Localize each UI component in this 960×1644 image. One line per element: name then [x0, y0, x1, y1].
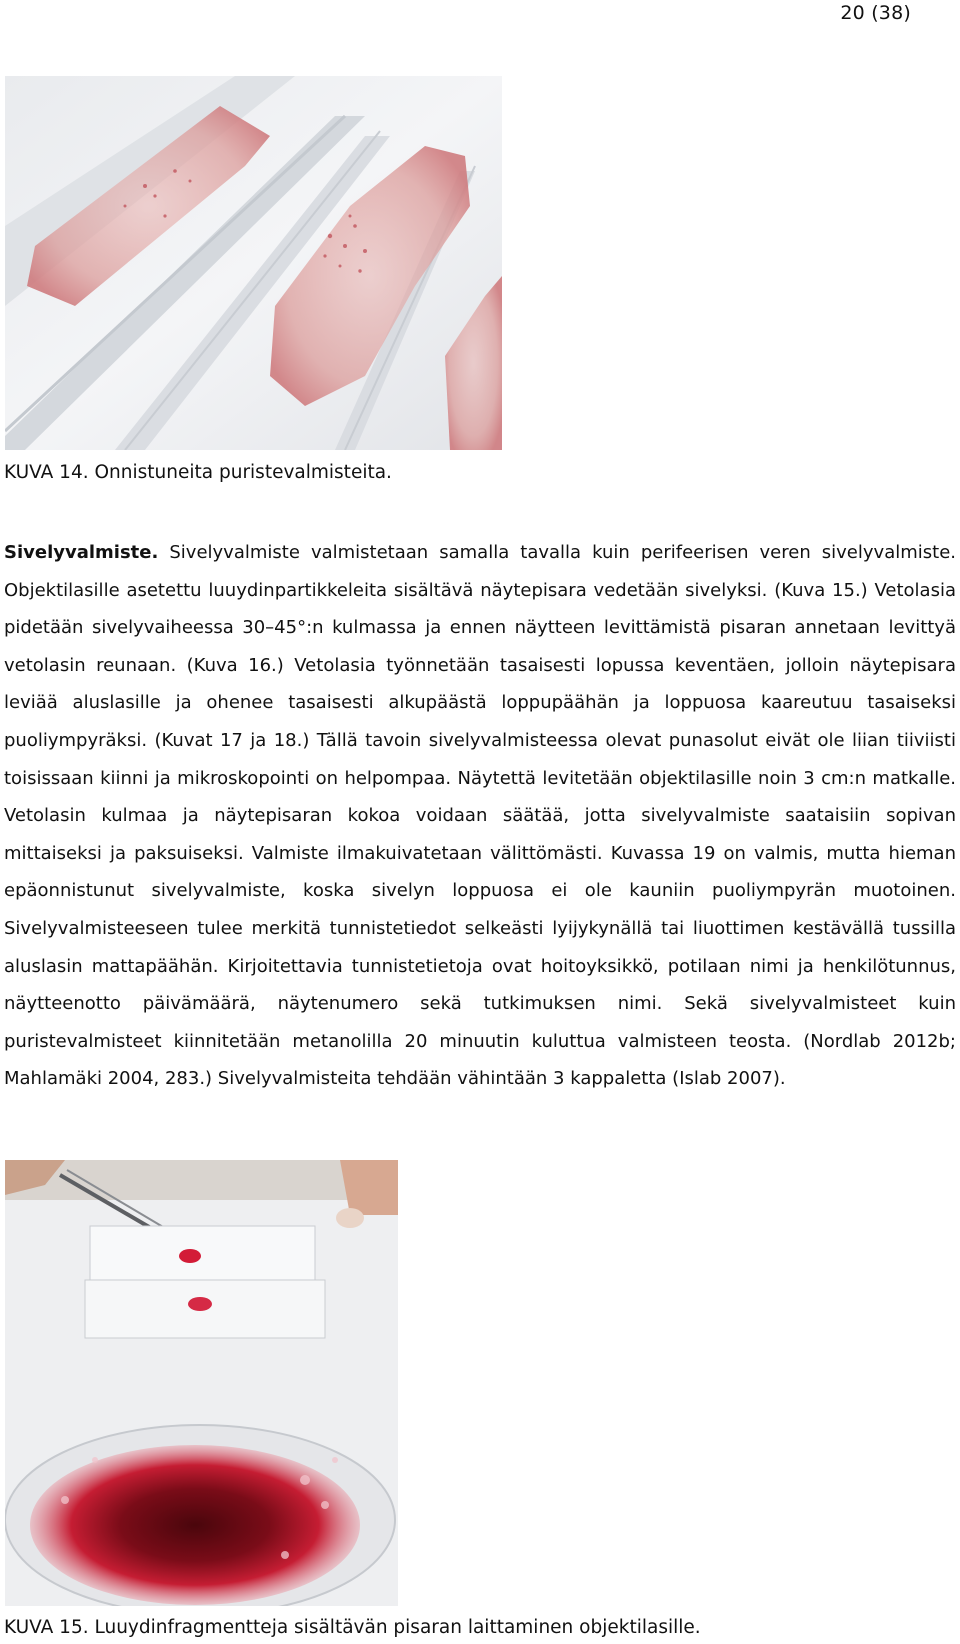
- paragraph-text: Sivelyvalmiste valmistetaan samalla tavalla kuin perifeerisen veren sivelyvalmiste. Objektilasille asetettu luuydinpartikkeleita sisältävä näytepisara vedetään sivelyksi. (Kuva 15.) Vetolasia pidetään sivelyvaiheessa 30–45°:n kulmassa ja ennen näytteen levittämistä pisaran annetaan levittyä vetolasin reunaan. (Kuva 16.) Vetolasia työnnetään tasaisesti lopussa keventäen, jolloin näytepisara leviää aluslasille ja ohenee tasaisesti alkupäästä loppupäähän ja loppuosa kaareutuu tasaiseksi puoliympyräksi. (Kuvat 17 ja 18.) Tällä tavoin sivelyvalmisteessa olevat punasolut eivät ole liian tiiviisti toisissaan kiinni ja mikroskopointi on helpompaa. Näytettä levitetään objektilasille noin 3 cm:n matkalle. Vetolasin kulmaa ja näytepisaran kokoa voidaan säätää, jotta sivelyvalmiste saataisiin sopivan mittaiseksi ja paksuiseksi. Valmiste ilmakuivatetaan välittömästi. Kuvassa 19 on valmis, mutta hieman epäonnistunut sivelyvalmiste, koska sivelyn loppuosa ei ole kauniin puoliympyrän muotoinen. Sivelyvalmisteeseen tulee merkitä tunnistetiedot selkeästi lyijykynällä tai liuottimen kestävällä tussilla aluslasin mattapäähän. Kirjoitettavia tunnistetietoja ovat hoitoyksikkö, potilaan nimi ja henkilötunnus, näytteenotto päivämäärä, näytenumero sekä tutkimuksen nimi. Sekä sivelyvalmisteet kuin puristevalmisteet kiinnitetään metanolilla 20 minuutin kuluttua valmisteen teosta. (Nordlab 2012b; Mahlamäki 2004, 283.) Sivelyvalmisteita tehdään vähintään 3 kappaletta (Islab 2007).: [4, 542, 956, 1090]
- section-heading: Sivelyvalmiste.: [4, 542, 159, 563]
- marrow-drop-photo: [5, 1160, 398, 1606]
- figure-14-caption: KUVA 14. Onnistuneita puristevalmisteita.: [4, 462, 392, 483]
- squash-preparations-photo: [5, 76, 502, 450]
- body-paragraph: [4, 534, 956, 1098]
- page-number: 20 (38): [840, 2, 911, 24]
- figure-15-caption: KUVA 15. Luuydinfragmentteja sisältävän pisaran laittaminen objektilasille.: [4, 1617, 701, 1638]
